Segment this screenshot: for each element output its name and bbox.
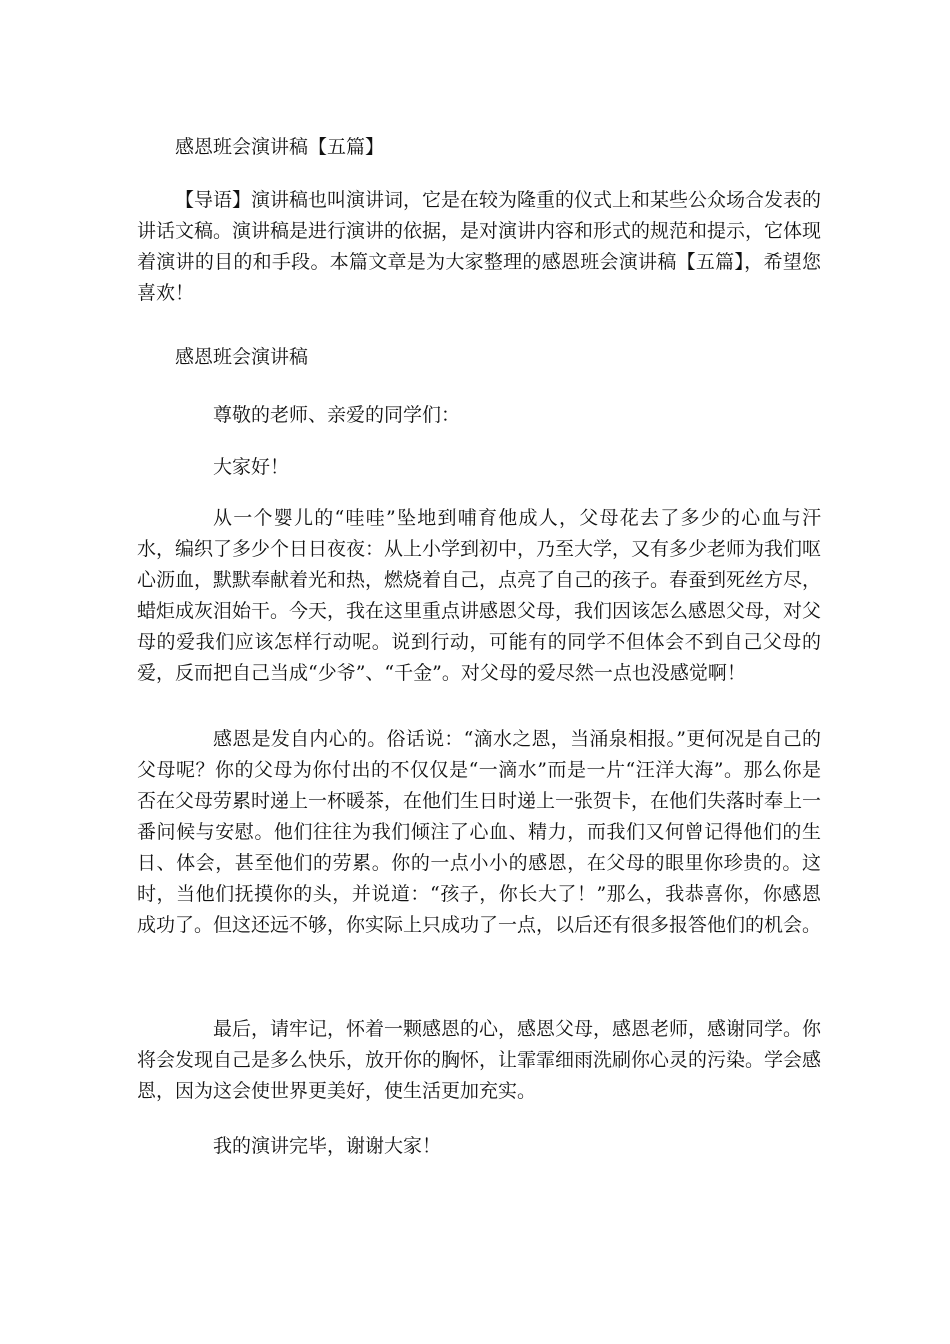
section-title: 感恩班会演讲稿 (175, 346, 309, 368)
closing-line: 我的演讲完毕，谢谢大家！ (213, 1135, 442, 1157)
body-paragraph-1: 从一个婴儿的“哇哇”坠地到哺育他成人，父母花去了多少的心血与汗水，编织了多少个日日夜夜：从上小学到初中，乃至大学，又有多少老师为我们呕心沥血，默默奉献着光和热，燃烧着自己，点亮了自己的孩子。春蚕到死丝方尽，蜡炬成灰泪始干。今天，我在这里重点讲感恩父母，我们因该怎么感恩父母，对父母的爱我们应该怎样行动呢。说到行动，可能有的同学不但体会不到自己父母的爱，反而把自己当成“少爷”、“千金”。对父母的爱尽然一点也没感觉啊！ (137, 507, 822, 684)
body-paragraph-2: 感恩是发自内心的。俗话说：“滴水之恩，当涌泉相报。”更何况是自己的父母呢？你的父母为你付出的不仅仅是“一滴水”而是一片“汪洋大海”。那么你是否在父母劳累时递上一杯暖茶，在他们生日时递上一张贺卡，在他们失落时奉上一番问候与安慰。他们往往为我们倾注了心血、精力，而我们又何曾记得他们的生日、体会，甚至他们的劳累。你的一点小小的感恩，在父母的眼里你珍贵的。这时，当他们抚摸你的头，并说道：“孩子，你长大了！”那么，我恭喜你，你感恩成功了。但这还远不够，你实际上只成功了一点，以后还有很多报答他们的机会。 (137, 728, 822, 936)
greeting: 大家好！ (213, 456, 290, 478)
document-title: 感恩班会演讲稿【五篇】 (175, 136, 385, 158)
body-paragraph-3: 最后，请牢记，怀着一颗感恩的心，感恩父母，感恩老师，感谢同学。你将会发现自己是多么快乐，放开你的胸怀，让霏霏细雨洗刷你心灵的污染。学会感恩，因为这会使世界更美好，使生活更加充实。 (137, 1018, 822, 1102)
intro-paragraph: 【导语】演讲稿也叫演讲词，它是在较为隆重的仪式上和某些公众场合发表的讲话文稿。演讲稿是进行演讲的依据，是对演讲内容和形式的规范和提示，它体现着演讲的目的和手段。本篇文章是为大家整理的感恩班会演讲稿【五篇】，希望您喜欢！ (137, 189, 822, 304)
salutation: 尊敬的老师、亲爱的同学们： (213, 404, 461, 426)
